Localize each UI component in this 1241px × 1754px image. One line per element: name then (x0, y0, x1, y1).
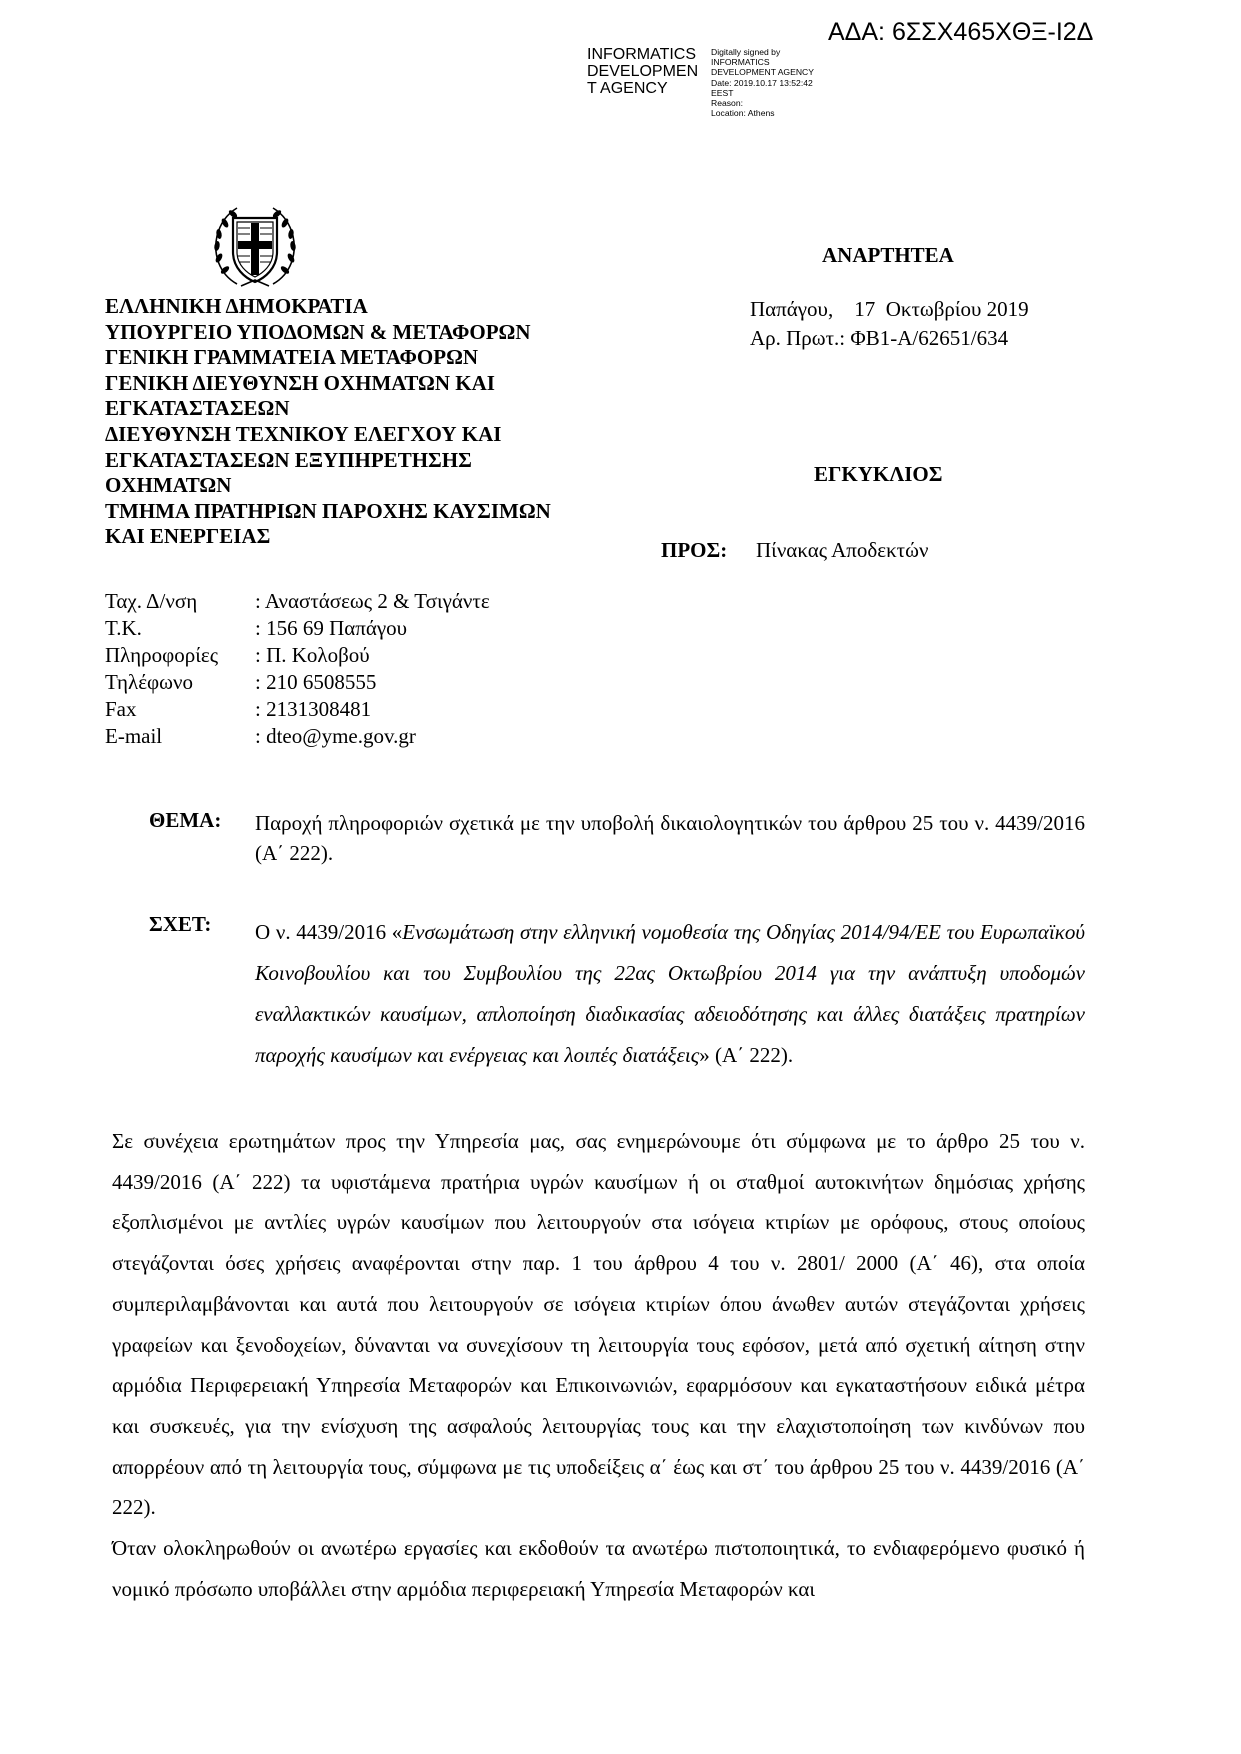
contact-label: Fax (105, 697, 137, 721)
reference-law-title: Ενσωμάτωση στην ελληνική νομοθεσία της Οδηγίας 2014/94/ΕΕ του Ευρωπαϊκού Κοινοβουλίου και του Συμβουλίου της 22ας Οκτωβρίου 2014 για την ανάπτυξη υποδομών εναλλακτικών καυσίμων, απλοποίηση διαδικασίας αδειοδότησης και άλλες διατάξεις πρατηρίων παροχής καυσίμων και ενέργειας και λοιπές διατάξεις (255, 920, 1085, 1067)
reference-label: ΣΧΕΤ: (149, 912, 212, 936)
contact-value: : Π. Κολοβού (255, 643, 370, 667)
contact-label: Τηλέφωνο (105, 670, 193, 694)
org-line: ΓΕΝΙΚΗ ΔΙΕΥΘΥΝΣΗ ΟΧΗΜΑΤΩΝ ΚΑΙ (105, 370, 495, 395)
posting-label: ΑΝΑΡΤΗΤΕΑ (822, 243, 954, 267)
coat-of-arms-icon (207, 196, 303, 292)
signature-detail-line: EEST (711, 87, 734, 98)
contact-label: Πληροφορίες (105, 643, 219, 667)
org-line: ΕΓΚΑΤΑΣΤΑΣΕΩΝ ΕΞΥΠΗΡΕΤΗΣΗΣ (105, 447, 472, 472)
body-paragraph: Σε συνέχεια ερωτημάτων προς την Υπηρεσία μας, σας ενημερώνουμε ότι σύμφωνα με το άρθρο 25 του ν. 4439/2016 (Α΄ 222) τα υφιστάμενα πρατήρια υγρών καυσίμων ή οι σταθμοί αυτοκινήτων δημόσιας χρήσης εξοπλισμένοι με αντλίες υγρών καυσίμων που λειτουργούν στα ισόγεια κτιρίων με ορόφους, στους οποίους στεγάζονται όσες χρήσεις αναφέρονται στην παρ. 1 του άρθρου 4 του ν. 2801/ 2000 (Α΄ 46), στα οποία συμπεριλαμβάνονται και αυτά που λειτουργούν σε ισόγεια κτιρίων όπου άνωθεν αυτών στεγάζονται χρήσεις γραφείων και ξενοδοχείων, δύνανται να συνεχίσουν τη λειτουργία τους εφόσον, μετά από σχετική αίτηση στην αρμόδια Περιφερειακή Υπηρεσία Μεταφορών και Επικοινωνιών, εφαρμόσουν και εγκαταστήσουν ειδικά μέτρα και συσκευές, για την ενίσχυση της ασφαλούς λειτουργίας τους και την ελαχιστοποίηση των κινδύνων που απορρέουν από τη λειτουργία τους, σύμφωνα με τις υποδείξεις α΄ έως και στ΄ του άρθρου 25 του ν. 4439/2016 (Α΄ 222). (112, 1129, 1085, 1520)
signature-detail-line: Digitally signed by (711, 47, 781, 57)
org-line: ΔΙΕΥΘΥΝΣΗ ΤΕΧΝΙΚΟΥ ΕΛΕΓΧΟΥ ΚΑΙ (105, 421, 502, 446)
ada-code: ΑΔΑ: 6ΣΣΧ465ΧΘΞ-Ι2Δ (828, 18, 1094, 46)
contact-value: : 2131308481 (255, 697, 372, 721)
protocol-number: Αρ. Πρωτ.: ΦΒ1-Α/62651/634 (750, 326, 1009, 350)
contact-row (105, 615, 490, 642)
org-line: ΟΧΗΜΑΤΩΝ (105, 473, 232, 498)
contact-label: E-mail (105, 724, 163, 748)
subject-label: ΘΕΜΑ: (149, 808, 222, 832)
contact-row (105, 642, 490, 669)
subject-text: Παροχή πληροφοριών σχετικά με την υποβολή δικαιολογητικών του άρθρου 25 του ν. 4439/2016 (Α΄ 222). (255, 811, 1085, 865)
recipient-label: ΠΡΟΣ: (661, 538, 728, 562)
body-paragraph: Όταν ολοκληρωθούν οι ανωτέρω εργασίες και εκδοθούν τα ανωτέρω πιστοποιητικά, το ενδιαφερόμενο φυσικό ή νομικό πρόσωπο υποβάλλει στην αρμόδια περιφερειακή Υπηρεσία Μεταφορών και (112, 1536, 1085, 1601)
contact-value: : 156 69 Παπάγου (255, 616, 408, 640)
digital-signature-name (587, 46, 698, 97)
signer-line: T AGENCY (587, 80, 668, 97)
signer-line: DEVELOPMEN (587, 63, 699, 80)
org-line: ΓΕΝΙΚΗ ΓΡΑΜΜΑΤΕΙΑ ΜΕΤΑΦΟΡΩΝ (105, 345, 479, 370)
reference-text (255, 912, 1085, 1076)
contact-value: : 210 6508555 (255, 670, 377, 694)
org-line: ΥΠΟΥΡΓΕΙΟ ΥΠΟΔΟΜΩΝ & ΜΕΤΑΦΟΡΩΝ (105, 319, 531, 344)
contact-details (105, 588, 490, 750)
contact-label: Ταχ. Δ/νση (105, 589, 198, 613)
signature-detail-line: Location: Athens (711, 108, 775, 119)
org-line: ΕΓΚΑΤΑΣΤΑΣΕΩΝ (105, 396, 290, 421)
contact-row (105, 669, 490, 696)
contact-row (105, 723, 490, 750)
document-date: Παπάγου, 17 Οκτωβρίου 2019 (750, 297, 1029, 321)
org-line: ΚΑΙ ΕΝΕΡΓΕΙΑΣ (105, 524, 271, 549)
signature-detail-line: INFORMATICS (711, 57, 770, 68)
signer-line: INFORMATICS (587, 46, 697, 63)
signature-detail-line: Date: 2019.10.17 13:52:42 (711, 77, 813, 88)
digital-signature-details (711, 47, 814, 118)
reference-suffix: » (Α΄ 222). (699, 1043, 794, 1067)
org-line: ΤΜΗΜΑ ΠΡΑΤΗΡΙΩΝ ΠΑΡΟΧΗΣ ΚΑΥΣΙΜΩΝ (105, 498, 551, 523)
document-type: ΕΓΚΥΚΛΙΟΣ (814, 462, 943, 486)
contact-label: Τ.Κ. (105, 616, 142, 640)
org-line: ΕΛΛΗΝΙΚΗ ΔΗΜΟΚΡΑΤΙΑ (105, 294, 368, 318)
recipient-value: Πίνακας Αποδεκτών (756, 538, 929, 562)
contact-row (105, 696, 490, 723)
contact-row (105, 588, 490, 615)
signature-detail-line: DEVELOPMENT AGENCY (711, 67, 814, 78)
reference-prefix: Ο ν. 4439/2016 « (255, 920, 403, 944)
issuing-authority (105, 294, 665, 550)
contact-email[interactable]: : dteo@yme.gov.gr (255, 724, 416, 748)
signature-detail-line: Reason: (711, 98, 744, 109)
contact-value: : Αναστάσεως 2 & Τσιγάντε (255, 589, 490, 613)
